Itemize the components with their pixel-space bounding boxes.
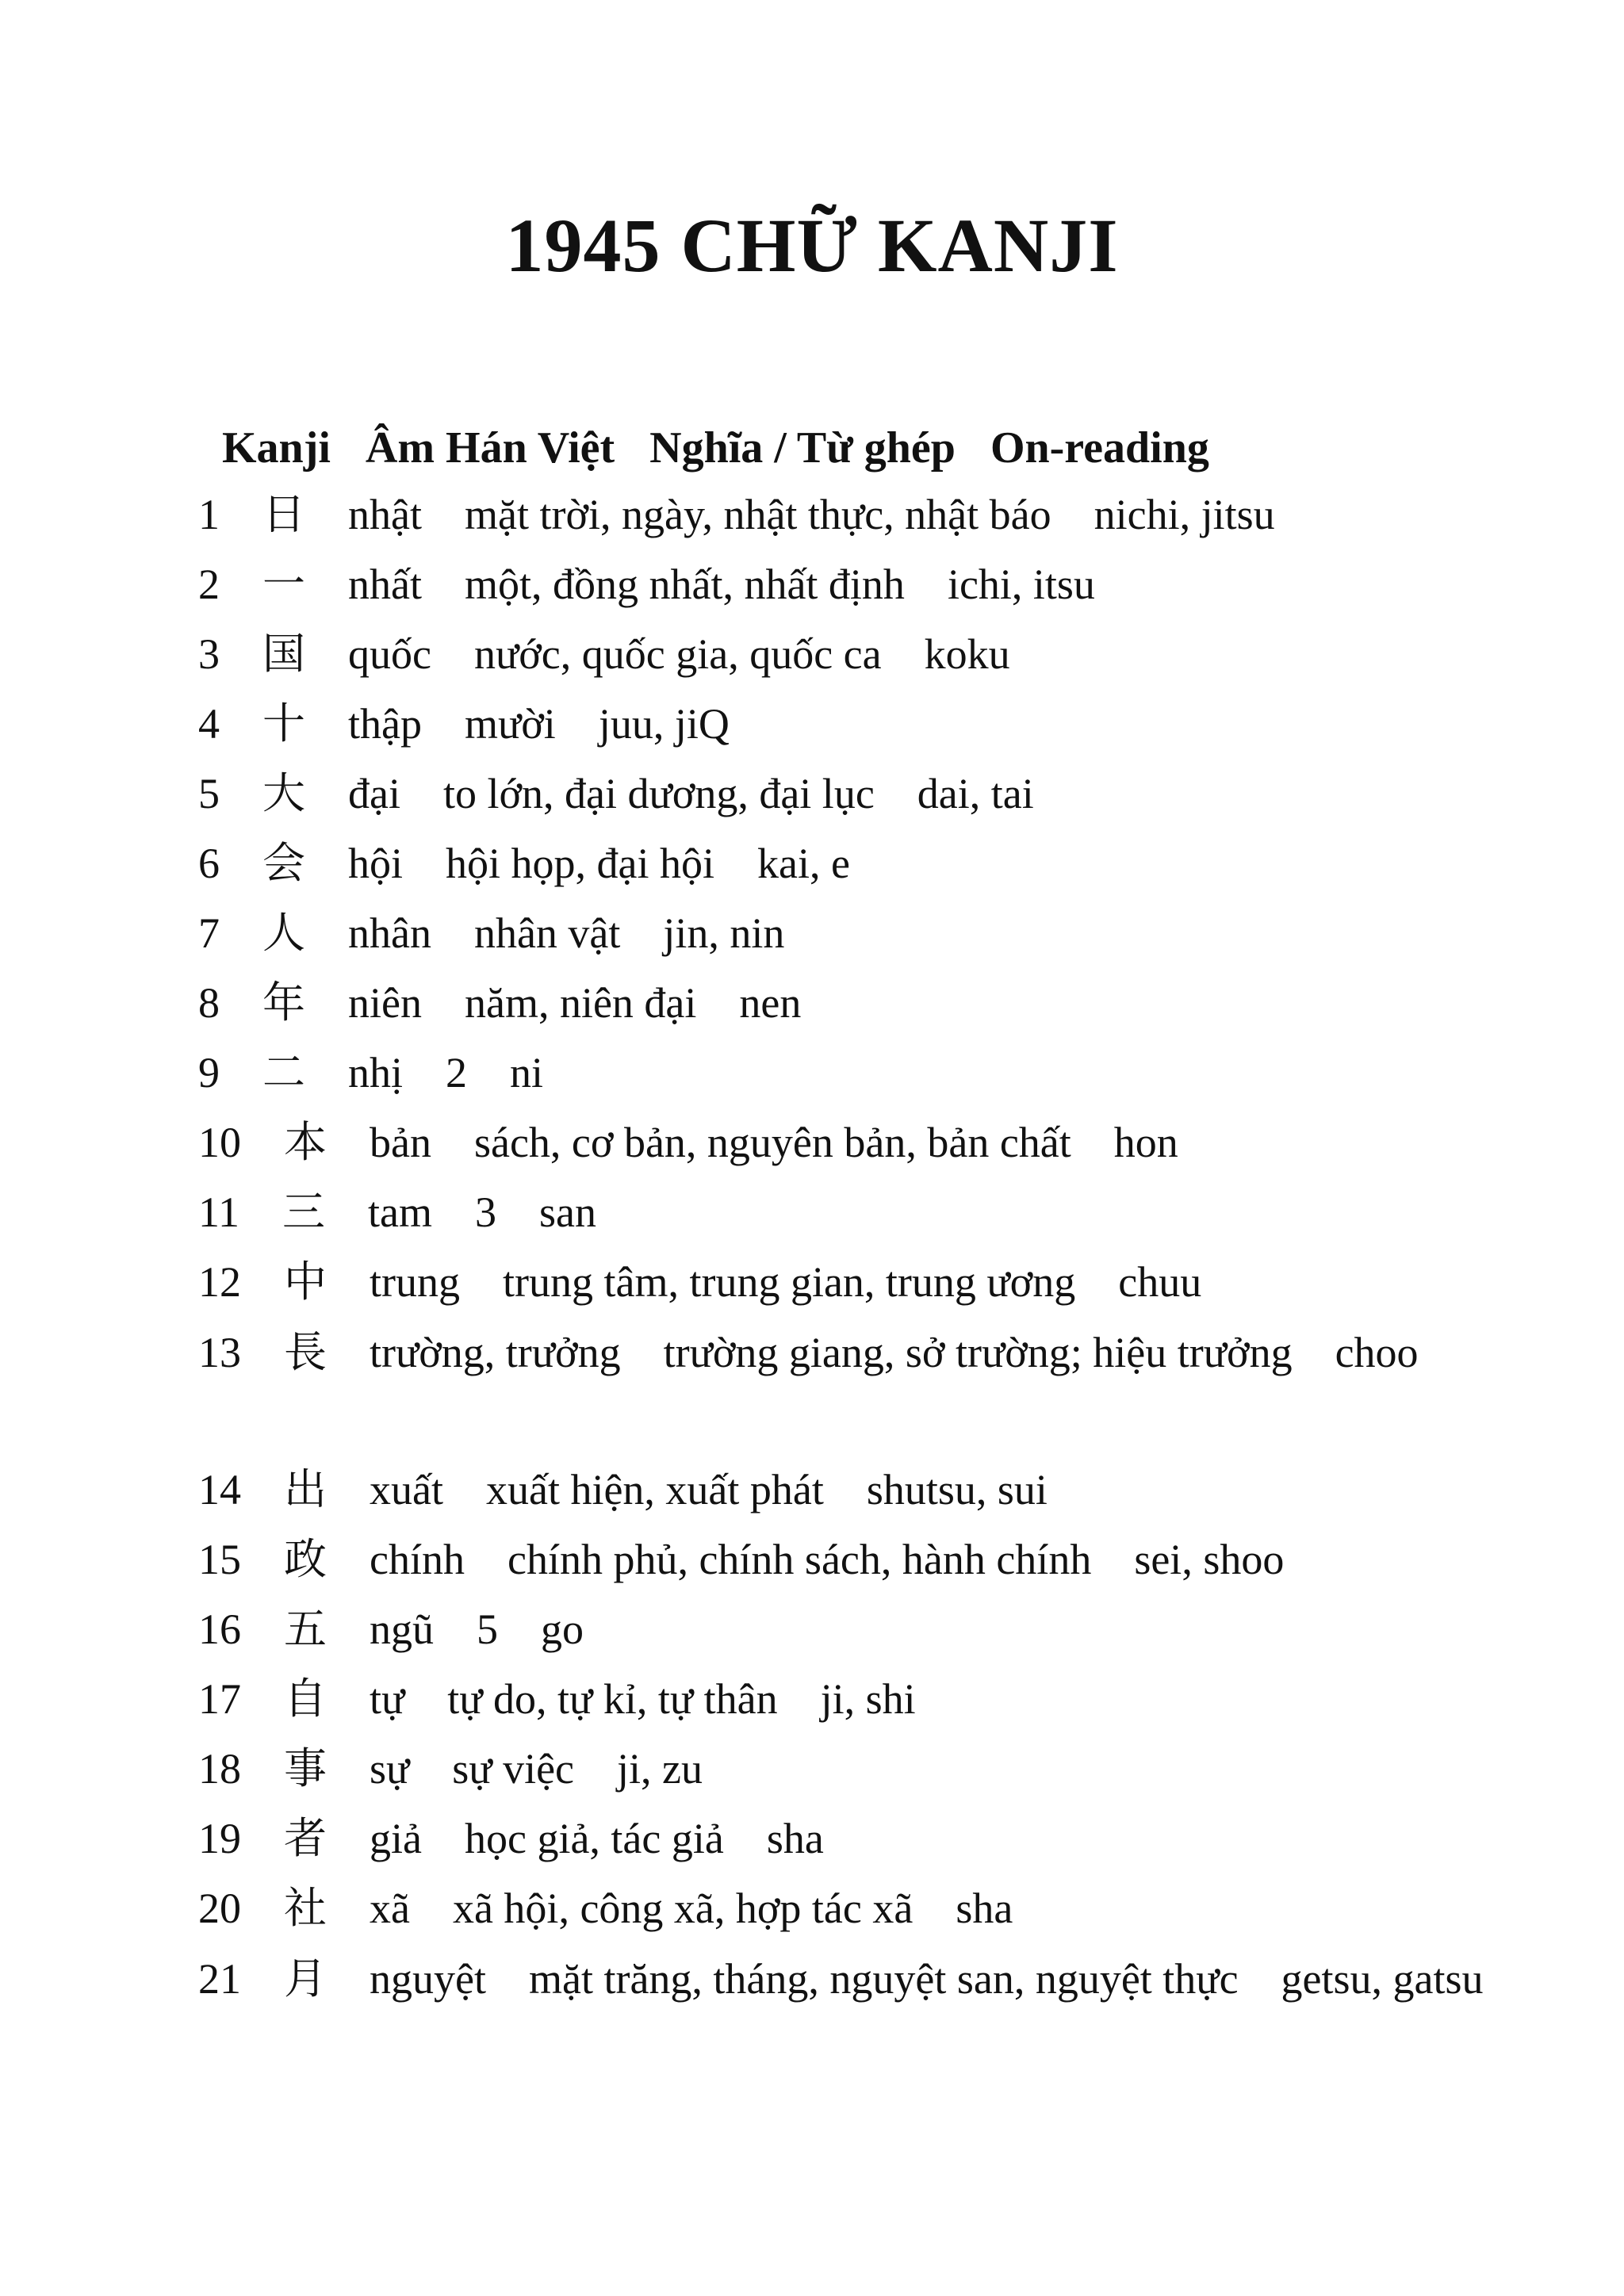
entry-number: 11 <box>198 1188 239 1236</box>
list-item <box>198 1177 1499 1247</box>
entry-on-reading: shutsu, sui <box>866 1466 1048 1513</box>
entry-kanji: 一 <box>262 559 305 609</box>
entry-meaning: mặt trời, ngày, nhật thực, nhật báo <box>464 491 1051 538</box>
entry-am-han-viet: nhất <box>348 561 422 608</box>
entry-kanji: 大 <box>262 768 305 818</box>
entry-on-reading: hon <box>1113 1119 1178 1166</box>
entry-kanji: 五 <box>284 1604 327 1654</box>
entry-meaning: năm, niên đại <box>464 979 697 1027</box>
entry-meaning: hội họp, đại hội <box>446 840 714 887</box>
header-nghia: Nghĩa / Từ ghép <box>649 423 956 473</box>
list-item <box>198 1664 1499 1734</box>
entry-meaning: chính phủ, chính sách, hành chính <box>507 1536 1092 1583</box>
entry-meaning: 3 <box>474 1188 496 1236</box>
entry-meaning: học giả, tác giả <box>464 1815 724 1862</box>
entry-number: 7 <box>198 909 220 957</box>
entry-on-reading: nichi, jitsu <box>1094 491 1275 538</box>
entry-number: 19 <box>198 1815 241 1862</box>
list-item <box>198 1525 1499 1594</box>
entry-am-han-viet: chính <box>370 1536 465 1583</box>
entry-kanji: 政 <box>284 1534 327 1584</box>
entry-number: 10 <box>198 1119 241 1166</box>
entry-am-han-viet: trường, trưởng <box>370 1329 621 1376</box>
entry-meaning: 5 <box>477 1605 498 1653</box>
entry-on-reading: go <box>541 1605 584 1653</box>
entry-kanji: 人 <box>262 908 305 958</box>
entry-meaning: trung tâm, trung gian, trung ương <box>503 1258 1076 1306</box>
list-item <box>198 968 1499 1038</box>
entry-number: 5 <box>198 770 220 817</box>
entry-number: 1 <box>198 491 220 538</box>
list-item <box>198 1455 1499 1525</box>
list-item <box>198 1317 1499 1455</box>
entry-meaning: mười <box>464 700 556 748</box>
entry-number: 14 <box>198 1466 241 1513</box>
entry-kanji: 十 <box>262 698 305 748</box>
entry-am-han-viet: xã <box>370 1885 410 1932</box>
header-am-han-viet: Âm Hán Việt <box>365 423 615 473</box>
entry-number: 6 <box>198 840 220 887</box>
entry-am-han-viet: quốc <box>348 630 431 678</box>
page-title: 1945 CHỮ KANJI <box>505 203 1119 288</box>
entry-meaning: xã hội, công xã, hợp tác xã <box>452 1885 914 1932</box>
entry-am-han-viet: tam <box>368 1188 432 1236</box>
entry-on-reading: sei, shoo <box>1134 1536 1285 1583</box>
entry-kanji: 本 <box>284 1117 327 1167</box>
entry-kanji: 社 <box>284 1883 327 1933</box>
list-item <box>198 759 1499 828</box>
entry-number: 16 <box>198 1605 241 1653</box>
entry-kanji: 事 <box>284 1743 327 1793</box>
entry-meaning: trường giang, sở trường; hiệu trưởng <box>663 1329 1293 1376</box>
entry-kanji: 者 <box>284 1813 327 1863</box>
list-item <box>198 1038 1499 1108</box>
list-item <box>198 480 1499 549</box>
entry-am-han-viet: xuất <box>370 1466 443 1513</box>
entry-number: 15 <box>198 1536 241 1583</box>
header-kanji: Kanji <box>222 423 331 473</box>
entry-am-han-viet: tự <box>370 1675 405 1723</box>
list-item <box>198 549 1499 619</box>
list-item <box>198 1247 1499 1317</box>
entry-on-reading: choo <box>1335 1329 1419 1376</box>
entry-on-reading: juu, jiQ <box>598 700 730 748</box>
entry-am-han-viet: hội <box>348 840 404 887</box>
list-item <box>198 828 1499 898</box>
entry-number: 2 <box>198 561 220 608</box>
entry-number: 12 <box>198 1258 241 1306</box>
entry-on-reading: ni <box>510 1049 544 1096</box>
list-item <box>198 1873 1499 1943</box>
header-on-reading: On-reading <box>990 423 1209 473</box>
entry-kanji: 国 <box>262 629 305 679</box>
list-item <box>198 1108 1499 1177</box>
entry-am-han-viet: giả <box>370 1815 422 1862</box>
entry-number: 9 <box>198 1049 220 1096</box>
entry-number: 8 <box>198 979 220 1027</box>
entry-kanji: 長 <box>284 1327 327 1377</box>
entry-meaning: sách, cơ bản, nguyên bản, bản chất <box>473 1119 1071 1166</box>
entry-on-reading: sha <box>956 1885 1013 1932</box>
entry-on-reading: nen <box>739 979 802 1027</box>
entry-kanji: 自 <box>284 1674 327 1724</box>
entry-am-han-viet: trung <box>370 1258 460 1306</box>
entry-kanji: 月 <box>284 1954 327 2003</box>
entry-on-reading: kai, e <box>757 840 850 887</box>
entry-meaning: sự việc <box>452 1745 575 1793</box>
entry-number: 20 <box>198 1885 241 1932</box>
list-item <box>198 1734 1499 1804</box>
entry-on-reading: ji, shi <box>820 1675 916 1723</box>
entry-meaning: nước, quốc gia, quốc ca <box>473 630 882 678</box>
entry-on-reading: ji, zu <box>617 1745 703 1793</box>
entry-on-reading: san <box>538 1188 596 1236</box>
list-item <box>198 619 1499 689</box>
entry-am-han-viet: nguyệt <box>370 1955 486 2003</box>
entry-on-reading: koku <box>924 630 1010 678</box>
entry-am-han-viet: sự <box>370 1745 410 1793</box>
entry-on-reading: sha <box>766 1815 824 1862</box>
entry-kanji: 出 <box>284 1464 327 1514</box>
kanji-list <box>198 480 1499 2081</box>
entry-am-han-viet: niên <box>348 979 422 1027</box>
entry-meaning: nhân vật <box>473 909 621 957</box>
entry-on-reading: getsu, gatsu <box>1281 1955 1484 2003</box>
entry-kanji: 日 <box>262 489 305 539</box>
entry-number: 18 <box>198 1745 241 1793</box>
entry-on-reading: dai, tai <box>917 770 1034 817</box>
entry-on-reading: jin, nin <box>663 909 785 957</box>
entry-kanji: 中 <box>284 1257 327 1307</box>
list-item <box>198 1804 1499 1873</box>
entry-kanji: 二 <box>262 1047 305 1097</box>
entry-meaning: xuất hiện, xuất phát <box>485 1466 824 1513</box>
entry-am-han-viet: nhật <box>348 491 422 538</box>
list-item <box>198 689 1499 759</box>
entry-meaning: to lớn, đại dương, đại lục <box>442 770 875 817</box>
entry-meaning: tự do, tự kỉ, tự thân <box>447 1675 778 1723</box>
entry-number: 17 <box>198 1675 241 1723</box>
entry-number: 4 <box>198 700 220 748</box>
entry-on-reading: chuu <box>1118 1258 1202 1306</box>
entry-kanji: 三 <box>282 1187 325 1237</box>
entry-meaning: 2 <box>446 1049 468 1096</box>
list-item <box>198 1594 1499 1664</box>
entry-am-han-viet: bản <box>370 1119 431 1166</box>
entry-am-han-viet: nhân <box>348 909 431 957</box>
entry-meaning: một, đồng nhất, nhất định <box>464 561 905 608</box>
entry-number: 3 <box>198 630 220 678</box>
entry-am-han-viet: ngũ <box>370 1605 434 1653</box>
entry-am-han-viet: thập <box>348 700 422 748</box>
entry-am-han-viet: đại <box>348 770 400 817</box>
entry-on-reading: ichi, itsu <box>947 561 1095 608</box>
entry-am-han-viet: nhị <box>348 1049 404 1096</box>
entry-meaning: mặt trăng, tháng, nguyệt san, nguyệt thực <box>528 1955 1239 2003</box>
entry-number: 21 <box>198 1955 241 2003</box>
entry-kanji: 年 <box>262 978 305 1027</box>
list-item <box>198 898 1499 968</box>
entry-kanji: 会 <box>262 838 305 888</box>
entry-number: 13 <box>198 1329 241 1376</box>
list-item <box>198 1943 1499 2081</box>
table-header <box>222 416 1209 480</box>
